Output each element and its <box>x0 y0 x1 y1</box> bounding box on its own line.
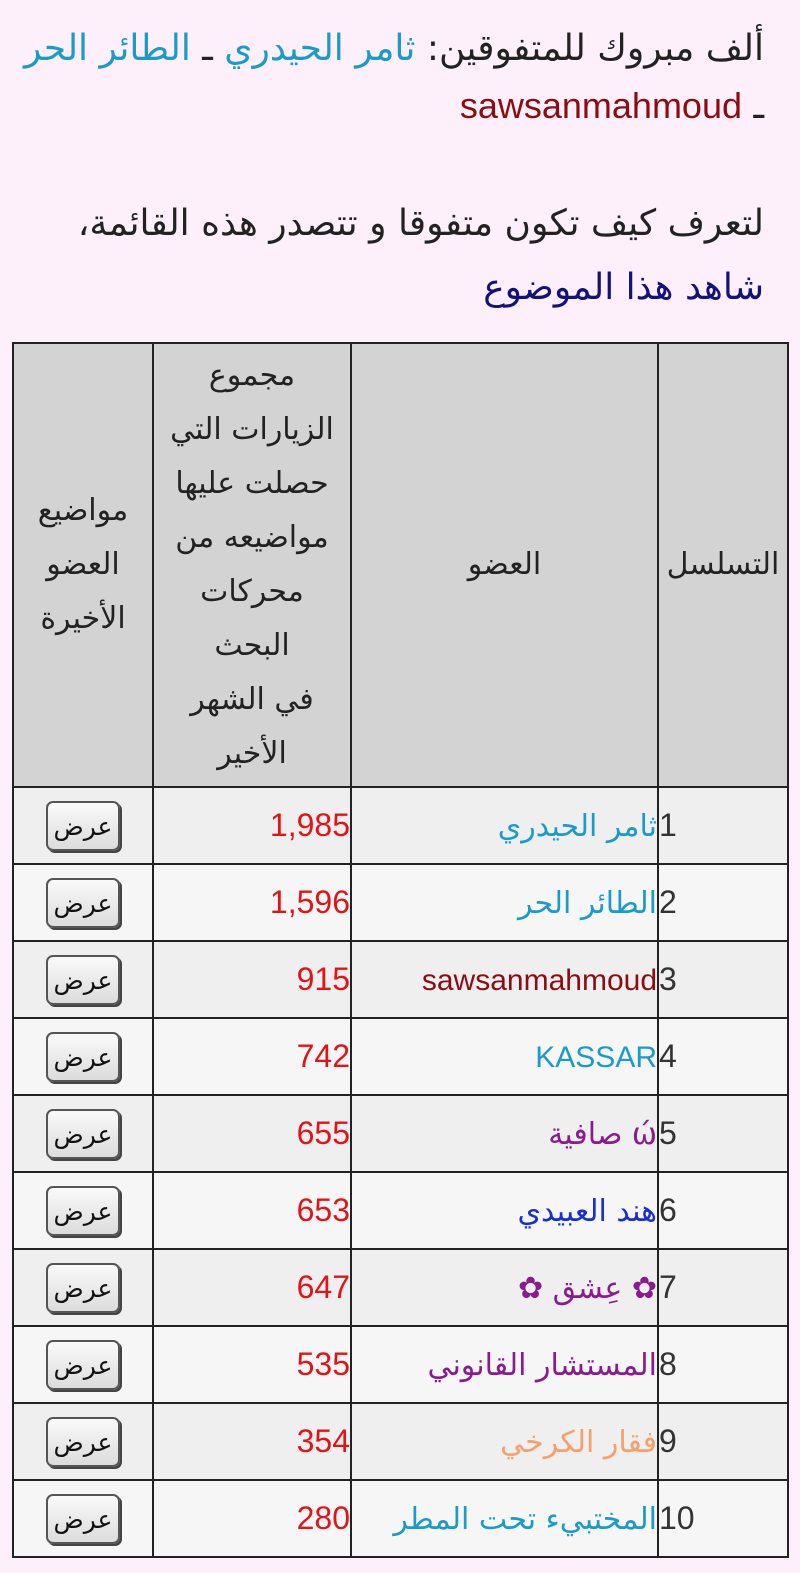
member-cell <box>351 864 658 941</box>
visits-count: 653 <box>153 1172 351 1249</box>
table-row <box>13 1095 788 1172</box>
view-topics-button[interactable]: عرض <box>46 1340 120 1390</box>
howto-text <box>30 192 764 320</box>
visits-count: 915 <box>153 941 351 1018</box>
separator: ـ <box>190 28 225 69</box>
member-link[interactable]: ώ صافية <box>548 1117 657 1152</box>
visits-line: محركات <box>200 574 304 609</box>
congrats-line-2 <box>30 77 764 135</box>
topics-line: مواضيع <box>37 493 129 528</box>
rank-number: 4 <box>658 1018 788 1095</box>
view-cell <box>13 1326 153 1403</box>
member-cell <box>351 1018 658 1095</box>
view-topics-button[interactable]: عرض <box>46 1032 120 1082</box>
top-member-link-2[interactable]: الطائر الحر <box>23 28 191 69</box>
rank-number: 8 <box>658 1326 788 1403</box>
rank-number: 6 <box>658 1172 788 1249</box>
visits-line: الأخير <box>217 736 287 771</box>
topics-line: العضو <box>46 547 120 582</box>
member-link[interactable]: ثامر الحيدري <box>497 809 657 844</box>
member-link[interactable]: المستشار القانوني <box>427 1348 657 1383</box>
separator: ـ <box>742 86 764 127</box>
header-member: العضو <box>351 343 658 787</box>
member-cell <box>351 1403 658 1480</box>
top-members-table <box>12 342 789 1558</box>
rank-number: 10 <box>658 1480 788 1557</box>
table-row <box>13 1326 788 1403</box>
view-topics-button[interactable]: عرض <box>46 1494 120 1544</box>
member-cell <box>351 787 658 864</box>
table-row <box>13 1172 788 1249</box>
member-link[interactable]: الطائر الحر <box>517 886 657 921</box>
visits-line: البحث <box>214 628 290 663</box>
view-topics-button[interactable]: عرض <box>46 801 120 851</box>
member-cell <box>351 1326 658 1403</box>
congrats-line-1 <box>23 20 764 77</box>
view-cell <box>13 941 153 1018</box>
header-visits <box>153 343 351 787</box>
member-link[interactable]: ✿ عِشق ✿ <box>517 1271 657 1306</box>
rank-number: 3 <box>658 941 788 1018</box>
view-cell <box>13 787 153 864</box>
member-link[interactable]: المختبيء تحت المطر <box>393 1502 657 1537</box>
howto-topic-link[interactable]: شاهد هذا الموضوع <box>483 267 764 308</box>
visits-count: 1,596 <box>153 864 351 941</box>
table-row <box>13 941 788 1018</box>
table-row <box>13 1480 788 1557</box>
rank-number: 7 <box>658 1249 788 1326</box>
visits-line: مواضيعه من <box>175 520 329 555</box>
table-row <box>13 1249 788 1326</box>
visits-count: 655 <box>153 1095 351 1172</box>
view-topics-button[interactable]: عرض <box>46 1263 120 1313</box>
view-cell <box>13 1480 153 1557</box>
member-cell <box>351 1480 658 1557</box>
congrats-prefix: ألف مبروك للمتفوقين: <box>415 28 764 69</box>
table-row <box>13 1403 788 1480</box>
visits-line: حصلت عليها <box>175 466 329 501</box>
view-cell <box>13 864 153 941</box>
table-row <box>13 787 788 864</box>
topics-line: الأخيرة <box>40 601 126 636</box>
member-link[interactable]: هند العبيدي <box>517 1194 657 1229</box>
congrats-text <box>23 20 764 135</box>
view-topics-button[interactable]: عرض <box>46 955 120 1005</box>
member-cell <box>351 1172 658 1249</box>
visits-line: الزيارات التي <box>170 412 334 447</box>
visits-line: في الشهر <box>190 682 314 717</box>
visits-count: 354 <box>153 1403 351 1480</box>
member-cell <box>351 941 658 1018</box>
rank-number: 9 <box>658 1403 788 1480</box>
table-row <box>13 864 788 941</box>
visits-count: 280 <box>153 1480 351 1557</box>
table-header-row <box>13 343 788 787</box>
member-link[interactable]: فقار الكرخي <box>500 1425 657 1460</box>
header-recent-topics <box>13 343 153 787</box>
view-cell <box>13 1018 153 1095</box>
header-seq: التسلسل <box>658 343 788 787</box>
howto-line: لتعرف كيف تكون متفوقا و تتصدر هذه القائمة، <box>77 203 764 244</box>
top-member-link-1[interactable]: ثامر الحيدري <box>224 28 416 69</box>
rank-number: 5 <box>658 1095 788 1172</box>
rank-number: 1 <box>658 787 788 864</box>
view-cell <box>13 1249 153 1326</box>
rank-number: 2 <box>658 864 788 941</box>
view-topics-button[interactable]: عرض <box>46 1417 120 1467</box>
visits-count: 535 <box>153 1326 351 1403</box>
visits-line: مجموع <box>208 358 296 393</box>
table-row <box>13 1018 788 1095</box>
view-topics-button[interactable]: عرض <box>46 1109 120 1159</box>
member-cell <box>351 1095 658 1172</box>
member-link[interactable]: KASSAR <box>535 1041 657 1074</box>
member-cell <box>351 1249 658 1326</box>
view-topics-button[interactable]: عرض <box>46 1186 120 1236</box>
member-link[interactable]: sawsanmahmoud <box>421 964 657 997</box>
visits-count: 1,985 <box>153 787 351 864</box>
view-topics-button[interactable]: عرض <box>46 878 120 928</box>
top-member-link-3[interactable]: sawsanmahmoud <box>459 85 742 126</box>
view-cell <box>13 1172 153 1249</box>
view-cell <box>13 1403 153 1480</box>
view-cell <box>13 1095 153 1172</box>
visits-count: 647 <box>153 1249 351 1326</box>
visits-count: 742 <box>153 1018 351 1095</box>
